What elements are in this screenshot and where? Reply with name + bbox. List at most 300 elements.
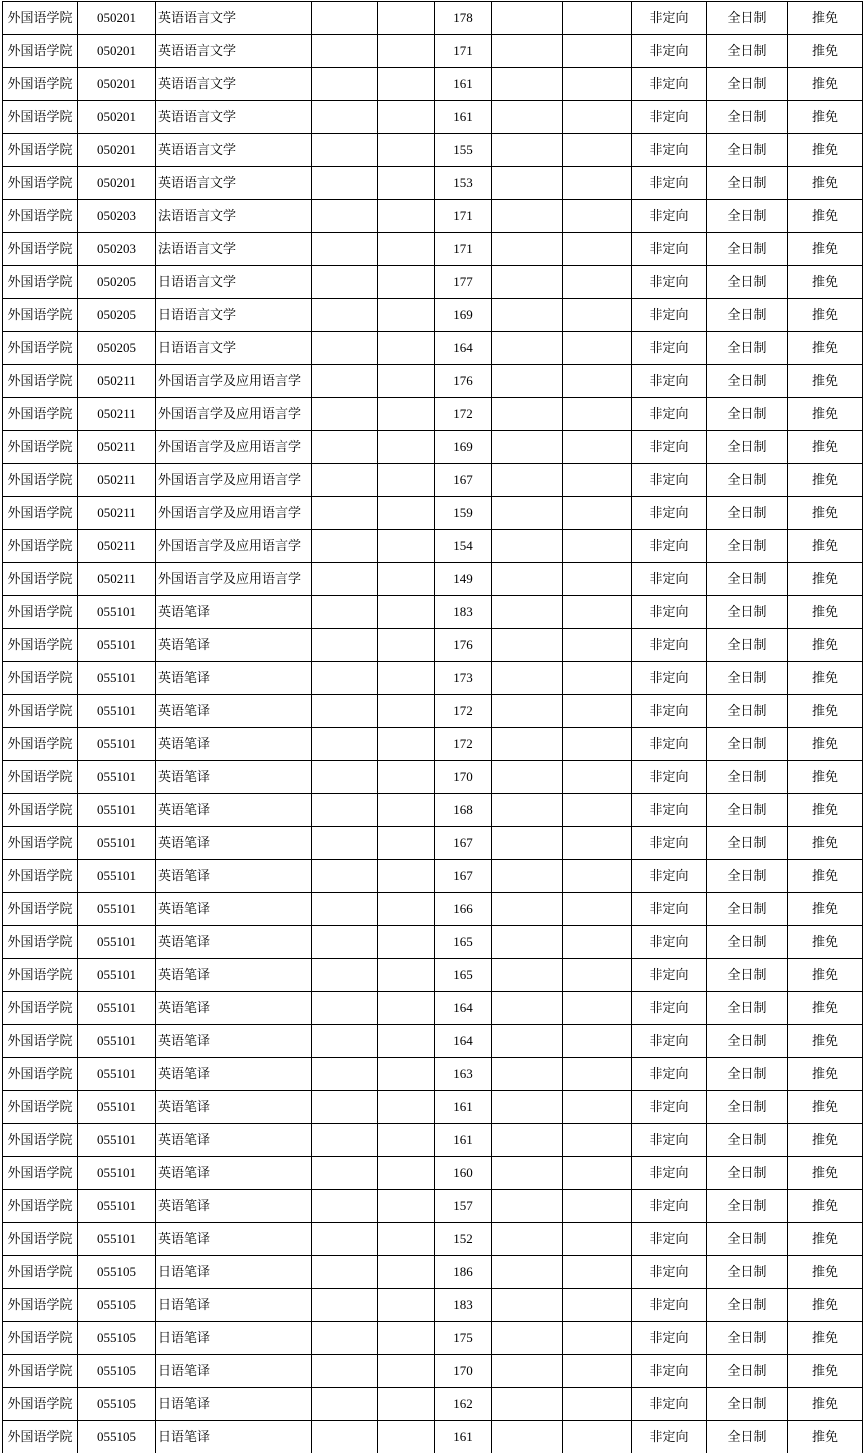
cell-empty xyxy=(378,1091,435,1124)
cell-direction: 非定向 xyxy=(632,959,707,992)
cell-major-code: 055105 xyxy=(78,1322,156,1355)
cell-admission-type: 推免 xyxy=(788,827,863,860)
table-row xyxy=(3,1124,863,1157)
cell-direction: 非定向 xyxy=(632,530,707,563)
cell-score: 161 xyxy=(435,68,492,101)
cell-admission-type: 推免 xyxy=(788,1124,863,1157)
cell-score: 149 xyxy=(435,563,492,596)
cell-college: 外国语学院 xyxy=(3,167,78,200)
cell-empty xyxy=(312,299,378,332)
cell-major-name: 外国语言学及应用语言学 xyxy=(156,497,312,530)
cell-major-code: 050203 xyxy=(78,200,156,233)
cell-college: 外国语学院 xyxy=(3,398,78,431)
cell-score: 172 xyxy=(435,398,492,431)
table-row xyxy=(3,761,863,794)
table-row xyxy=(3,464,863,497)
cell-study-mode: 全日制 xyxy=(707,167,788,200)
cell-empty xyxy=(492,662,563,695)
cell-direction: 非定向 xyxy=(632,563,707,596)
cell-admission-type: 推免 xyxy=(788,1058,863,1091)
cell-direction: 非定向 xyxy=(632,1289,707,1322)
cell-major-name: 英语语言文学 xyxy=(156,101,312,134)
cell-empty xyxy=(378,695,435,728)
cell-college: 外国语学院 xyxy=(3,1322,78,1355)
cell-study-mode: 全日制 xyxy=(707,464,788,497)
cell-empty xyxy=(563,926,632,959)
cell-empty xyxy=(492,332,563,365)
cell-direction: 非定向 xyxy=(632,926,707,959)
table-row xyxy=(3,596,863,629)
cell-college: 外国语学院 xyxy=(3,926,78,959)
cell-study-mode: 全日制 xyxy=(707,233,788,266)
cell-study-mode: 全日制 xyxy=(707,629,788,662)
cell-college: 外国语学院 xyxy=(3,35,78,68)
cell-study-mode: 全日制 xyxy=(707,1124,788,1157)
cell-study-mode: 全日制 xyxy=(707,431,788,464)
cell-empty xyxy=(378,530,435,563)
cell-direction: 非定向 xyxy=(632,1124,707,1157)
cell-direction: 非定向 xyxy=(632,695,707,728)
cell-score: 175 xyxy=(435,1322,492,1355)
cell-empty xyxy=(563,167,632,200)
cell-major-name: 英语笔译 xyxy=(156,728,312,761)
cell-empty xyxy=(563,1025,632,1058)
table-row xyxy=(3,1190,863,1223)
cell-empty xyxy=(312,1355,378,1388)
cell-college: 外国语学院 xyxy=(3,695,78,728)
cell-major-name: 英语笔译 xyxy=(156,629,312,662)
cell-empty xyxy=(312,563,378,596)
cell-empty xyxy=(563,662,632,695)
cell-empty xyxy=(563,1421,632,1453)
cell-admission-type: 推免 xyxy=(788,332,863,365)
cell-score: 171 xyxy=(435,233,492,266)
cell-empty xyxy=(312,134,378,167)
cell-study-mode: 全日制 xyxy=(707,365,788,398)
cell-score: 172 xyxy=(435,695,492,728)
cell-college: 外国语学院 xyxy=(3,101,78,134)
cell-major-code: 050201 xyxy=(78,2,156,35)
cell-empty xyxy=(312,992,378,1025)
cell-empty xyxy=(563,761,632,794)
cell-empty xyxy=(492,893,563,926)
table-row xyxy=(3,68,863,101)
cell-empty xyxy=(378,365,435,398)
cell-admission-type: 推免 xyxy=(788,497,863,530)
cell-college: 外国语学院 xyxy=(3,629,78,662)
table-row xyxy=(3,1091,863,1124)
cell-major-name: 外国语言学及应用语言学 xyxy=(156,464,312,497)
cell-college: 外国语学院 xyxy=(3,431,78,464)
cell-empty xyxy=(563,563,632,596)
cell-major-name: 英语笔译 xyxy=(156,794,312,827)
table-row xyxy=(3,827,863,860)
cell-score: 153 xyxy=(435,167,492,200)
cell-direction: 非定向 xyxy=(632,167,707,200)
cell-direction: 非定向 xyxy=(632,893,707,926)
cell-empty xyxy=(378,1355,435,1388)
cell-admission-type: 推免 xyxy=(788,1322,863,1355)
cell-direction: 非定向 xyxy=(632,431,707,464)
cell-score: 167 xyxy=(435,827,492,860)
cell-major-name: 外国语言学及应用语言学 xyxy=(156,530,312,563)
cell-major-code: 055101 xyxy=(78,761,156,794)
cell-admission-type: 推免 xyxy=(788,2,863,35)
cell-empty xyxy=(378,794,435,827)
cell-direction: 非定向 xyxy=(632,827,707,860)
cell-empty xyxy=(378,893,435,926)
cell-major-name: 英语语言文学 xyxy=(156,134,312,167)
cell-empty xyxy=(492,1223,563,1256)
cell-study-mode: 全日制 xyxy=(707,761,788,794)
cell-direction: 非定向 xyxy=(632,1322,707,1355)
cell-study-mode: 全日制 xyxy=(707,1388,788,1421)
cell-study-mode: 全日制 xyxy=(707,860,788,893)
cell-study-mode: 全日制 xyxy=(707,1223,788,1256)
cell-empty xyxy=(492,530,563,563)
cell-college: 外国语学院 xyxy=(3,893,78,926)
cell-major-name: 日语笔译 xyxy=(156,1355,312,1388)
table-row xyxy=(3,233,863,266)
cell-major-name: 日语笔译 xyxy=(156,1322,312,1355)
cell-empty xyxy=(378,1190,435,1223)
cell-empty xyxy=(563,1322,632,1355)
cell-empty xyxy=(492,728,563,761)
cell-empty xyxy=(312,365,378,398)
cell-major-code: 055101 xyxy=(78,728,156,761)
cell-empty xyxy=(492,992,563,1025)
cell-study-mode: 全日制 xyxy=(707,926,788,959)
cell-admission-type: 推免 xyxy=(788,662,863,695)
cell-college: 外国语学院 xyxy=(3,596,78,629)
cell-empty xyxy=(312,2,378,35)
cell-study-mode: 全日制 xyxy=(707,959,788,992)
cell-college: 外国语学院 xyxy=(3,1091,78,1124)
cell-study-mode: 全日制 xyxy=(707,497,788,530)
cell-empty xyxy=(492,1091,563,1124)
cell-empty xyxy=(492,1322,563,1355)
cell-empty xyxy=(312,530,378,563)
cell-major-code: 055105 xyxy=(78,1421,156,1453)
cell-direction: 非定向 xyxy=(632,860,707,893)
cell-study-mode: 全日制 xyxy=(707,728,788,761)
table-row xyxy=(3,1388,863,1421)
cell-major-name: 英语笔译 xyxy=(156,695,312,728)
cell-empty xyxy=(492,563,563,596)
table-row xyxy=(3,2,863,35)
cell-empty xyxy=(563,893,632,926)
cell-empty xyxy=(312,1091,378,1124)
cell-score: 163 xyxy=(435,1058,492,1091)
cell-direction: 非定向 xyxy=(632,761,707,794)
cell-major-name: 英语语言文学 xyxy=(156,68,312,101)
cell-empty xyxy=(378,1058,435,1091)
cell-study-mode: 全日制 xyxy=(707,266,788,299)
cell-direction: 非定向 xyxy=(632,1388,707,1421)
cell-college: 外国语学院 xyxy=(3,728,78,761)
cell-empty xyxy=(378,1322,435,1355)
cell-score: 159 xyxy=(435,497,492,530)
cell-study-mode: 全日制 xyxy=(707,992,788,1025)
cell-study-mode: 全日制 xyxy=(707,1091,788,1124)
cell-major-name: 英语笔译 xyxy=(156,596,312,629)
cell-major-name: 日语笔译 xyxy=(156,1289,312,1322)
cell-empty xyxy=(563,299,632,332)
cell-admission-type: 推免 xyxy=(788,563,863,596)
cell-empty xyxy=(492,497,563,530)
cell-study-mode: 全日制 xyxy=(707,299,788,332)
cell-empty xyxy=(378,827,435,860)
cell-empty xyxy=(563,1289,632,1322)
cell-empty xyxy=(492,827,563,860)
cell-admission-type: 推免 xyxy=(788,365,863,398)
cell-empty xyxy=(378,596,435,629)
cell-empty xyxy=(312,266,378,299)
cell-study-mode: 全日制 xyxy=(707,1421,788,1453)
cell-admission-type: 推免 xyxy=(788,134,863,167)
cell-score: 183 xyxy=(435,596,492,629)
table-row xyxy=(3,959,863,992)
cell-score: 164 xyxy=(435,992,492,1025)
table-row xyxy=(3,266,863,299)
cell-empty xyxy=(563,794,632,827)
cell-score: 165 xyxy=(435,926,492,959)
cell-direction: 非定向 xyxy=(632,1157,707,1190)
cell-direction: 非定向 xyxy=(632,497,707,530)
cell-empty xyxy=(312,1289,378,1322)
cell-empty xyxy=(312,68,378,101)
cell-empty xyxy=(378,926,435,959)
cell-empty xyxy=(312,695,378,728)
cell-college: 外国语学院 xyxy=(3,200,78,233)
cell-score: 183 xyxy=(435,1289,492,1322)
cell-empty xyxy=(563,266,632,299)
cell-empty xyxy=(312,1058,378,1091)
cell-empty xyxy=(563,2,632,35)
cell-empty xyxy=(492,926,563,959)
cell-empty xyxy=(563,497,632,530)
cell-direction: 非定向 xyxy=(632,1256,707,1289)
cell-major-code: 050201 xyxy=(78,35,156,68)
cell-admission-type: 推免 xyxy=(788,464,863,497)
cell-empty xyxy=(378,299,435,332)
cell-major-name: 英语笔译 xyxy=(156,1091,312,1124)
cell-major-code: 055101 xyxy=(78,893,156,926)
cell-empty xyxy=(312,794,378,827)
cell-score: 154 xyxy=(435,530,492,563)
cell-direction: 非定向 xyxy=(632,1058,707,1091)
cell-major-code: 055101 xyxy=(78,959,156,992)
cell-major-code: 055101 xyxy=(78,992,156,1025)
cell-admission-type: 推免 xyxy=(788,1421,863,1453)
cell-empty xyxy=(378,233,435,266)
cell-study-mode: 全日制 xyxy=(707,1289,788,1322)
cell-major-name: 英语语言文学 xyxy=(156,35,312,68)
cell-major-name: 英语笔译 xyxy=(156,761,312,794)
cell-direction: 非定向 xyxy=(632,200,707,233)
cell-admission-type: 推免 xyxy=(788,35,863,68)
cell-major-name: 英语笔译 xyxy=(156,1157,312,1190)
cell-score: 165 xyxy=(435,959,492,992)
table-row xyxy=(3,200,863,233)
cell-college: 外国语学院 xyxy=(3,1388,78,1421)
cell-admission-type: 推免 xyxy=(788,761,863,794)
cell-score: 173 xyxy=(435,662,492,695)
cell-direction: 非定向 xyxy=(632,398,707,431)
table-row xyxy=(3,860,863,893)
cell-major-code: 055101 xyxy=(78,1124,156,1157)
cell-empty xyxy=(312,233,378,266)
cell-major-name: 外国语言学及应用语言学 xyxy=(156,365,312,398)
cell-major-code: 050201 xyxy=(78,167,156,200)
cell-score: 152 xyxy=(435,1223,492,1256)
cell-empty xyxy=(378,1124,435,1157)
cell-empty xyxy=(563,332,632,365)
cell-college: 外国语学院 xyxy=(3,365,78,398)
cell-admission-type: 推免 xyxy=(788,398,863,431)
cell-direction: 非定向 xyxy=(632,101,707,134)
cell-major-code: 050201 xyxy=(78,134,156,167)
cell-empty xyxy=(312,431,378,464)
cell-admission-type: 推免 xyxy=(788,926,863,959)
cell-admission-type: 推免 xyxy=(788,629,863,662)
cell-empty xyxy=(378,398,435,431)
cell-direction: 非定向 xyxy=(632,1025,707,1058)
cell-empty xyxy=(378,200,435,233)
cell-empty xyxy=(563,431,632,464)
cell-admission-type: 推免 xyxy=(788,959,863,992)
cell-empty xyxy=(312,827,378,860)
cell-admission-type: 推免 xyxy=(788,299,863,332)
cell-college: 外国语学院 xyxy=(3,464,78,497)
cell-major-name: 英语笔译 xyxy=(156,860,312,893)
cell-empty xyxy=(492,959,563,992)
cell-admission-type: 推免 xyxy=(788,1091,863,1124)
cell-major-code: 050211 xyxy=(78,563,156,596)
table-row xyxy=(3,1025,863,1058)
cell-empty xyxy=(312,662,378,695)
cell-admission-type: 推免 xyxy=(788,728,863,761)
cell-direction: 非定向 xyxy=(632,233,707,266)
cell-direction: 非定向 xyxy=(632,266,707,299)
cell-direction: 非定向 xyxy=(632,1223,707,1256)
cell-score: 169 xyxy=(435,299,492,332)
cell-empty xyxy=(312,596,378,629)
cell-major-code: 055101 xyxy=(78,860,156,893)
cell-major-name: 英语笔译 xyxy=(156,893,312,926)
cell-major-code: 055101 xyxy=(78,827,156,860)
cell-empty xyxy=(312,35,378,68)
cell-empty xyxy=(378,860,435,893)
cell-score: 169 xyxy=(435,431,492,464)
cell-empty xyxy=(563,398,632,431)
table-row xyxy=(3,695,863,728)
cell-admission-type: 推免 xyxy=(788,200,863,233)
cell-study-mode: 全日制 xyxy=(707,101,788,134)
cell-college: 外国语学院 xyxy=(3,1256,78,1289)
cell-score: 172 xyxy=(435,728,492,761)
cell-college: 外国语学院 xyxy=(3,1058,78,1091)
cell-empty xyxy=(492,794,563,827)
cell-score: 164 xyxy=(435,1025,492,1058)
cell-empty xyxy=(378,431,435,464)
cell-empty xyxy=(492,1190,563,1223)
cell-major-name: 英语笔译 xyxy=(156,1190,312,1223)
admissions-table xyxy=(2,1,863,1453)
table-row xyxy=(3,167,863,200)
table-row xyxy=(3,1421,863,1453)
cell-empty xyxy=(492,299,563,332)
cell-study-mode: 全日制 xyxy=(707,35,788,68)
cell-major-code: 055101 xyxy=(78,662,156,695)
cell-major-name: 日语语言文学 xyxy=(156,299,312,332)
cell-empty xyxy=(312,728,378,761)
cell-admission-type: 推免 xyxy=(788,101,863,134)
cell-score: 178 xyxy=(435,2,492,35)
cell-college: 外国语学院 xyxy=(3,662,78,695)
cell-major-code: 050205 xyxy=(78,266,156,299)
cell-empty xyxy=(312,497,378,530)
cell-college: 外国语学院 xyxy=(3,563,78,596)
cell-empty xyxy=(378,332,435,365)
cell-college: 外国语学院 xyxy=(3,1223,78,1256)
cell-empty xyxy=(378,464,435,497)
cell-empty xyxy=(312,1223,378,1256)
cell-direction: 非定向 xyxy=(632,2,707,35)
cell-empty xyxy=(492,101,563,134)
cell-major-code: 050211 xyxy=(78,497,156,530)
cell-direction: 非定向 xyxy=(632,299,707,332)
table-row xyxy=(3,926,863,959)
cell-empty xyxy=(563,1058,632,1091)
cell-empty xyxy=(492,134,563,167)
cell-direction: 非定向 xyxy=(632,1091,707,1124)
cell-empty xyxy=(563,629,632,662)
cell-empty xyxy=(312,167,378,200)
cell-direction: 非定向 xyxy=(632,464,707,497)
cell-empty xyxy=(312,1025,378,1058)
table-row xyxy=(3,629,863,662)
cell-admission-type: 推免 xyxy=(788,1190,863,1223)
cell-direction: 非定向 xyxy=(632,134,707,167)
cell-score: 161 xyxy=(435,1091,492,1124)
cell-admission-type: 推免 xyxy=(788,992,863,1025)
cell-empty xyxy=(563,596,632,629)
cell-college: 外国语学院 xyxy=(3,860,78,893)
cell-direction: 非定向 xyxy=(632,596,707,629)
cell-college: 外国语学院 xyxy=(3,134,78,167)
cell-college: 外国语学院 xyxy=(3,1025,78,1058)
cell-score: 176 xyxy=(435,629,492,662)
cell-empty xyxy=(312,1322,378,1355)
cell-empty xyxy=(312,1256,378,1289)
cell-empty xyxy=(563,1223,632,1256)
cell-empty xyxy=(492,68,563,101)
cell-major-name: 英语语言文学 xyxy=(156,167,312,200)
cell-empty xyxy=(312,101,378,134)
cell-college: 外国语学院 xyxy=(3,2,78,35)
cell-empty xyxy=(563,233,632,266)
cell-empty xyxy=(563,1157,632,1190)
table-row xyxy=(3,893,863,926)
cell-empty xyxy=(378,1256,435,1289)
table-row xyxy=(3,497,863,530)
cell-score: 167 xyxy=(435,860,492,893)
cell-admission-type: 推免 xyxy=(788,1223,863,1256)
cell-study-mode: 全日制 xyxy=(707,134,788,167)
cell-major-code: 055101 xyxy=(78,1223,156,1256)
table-row xyxy=(3,101,863,134)
